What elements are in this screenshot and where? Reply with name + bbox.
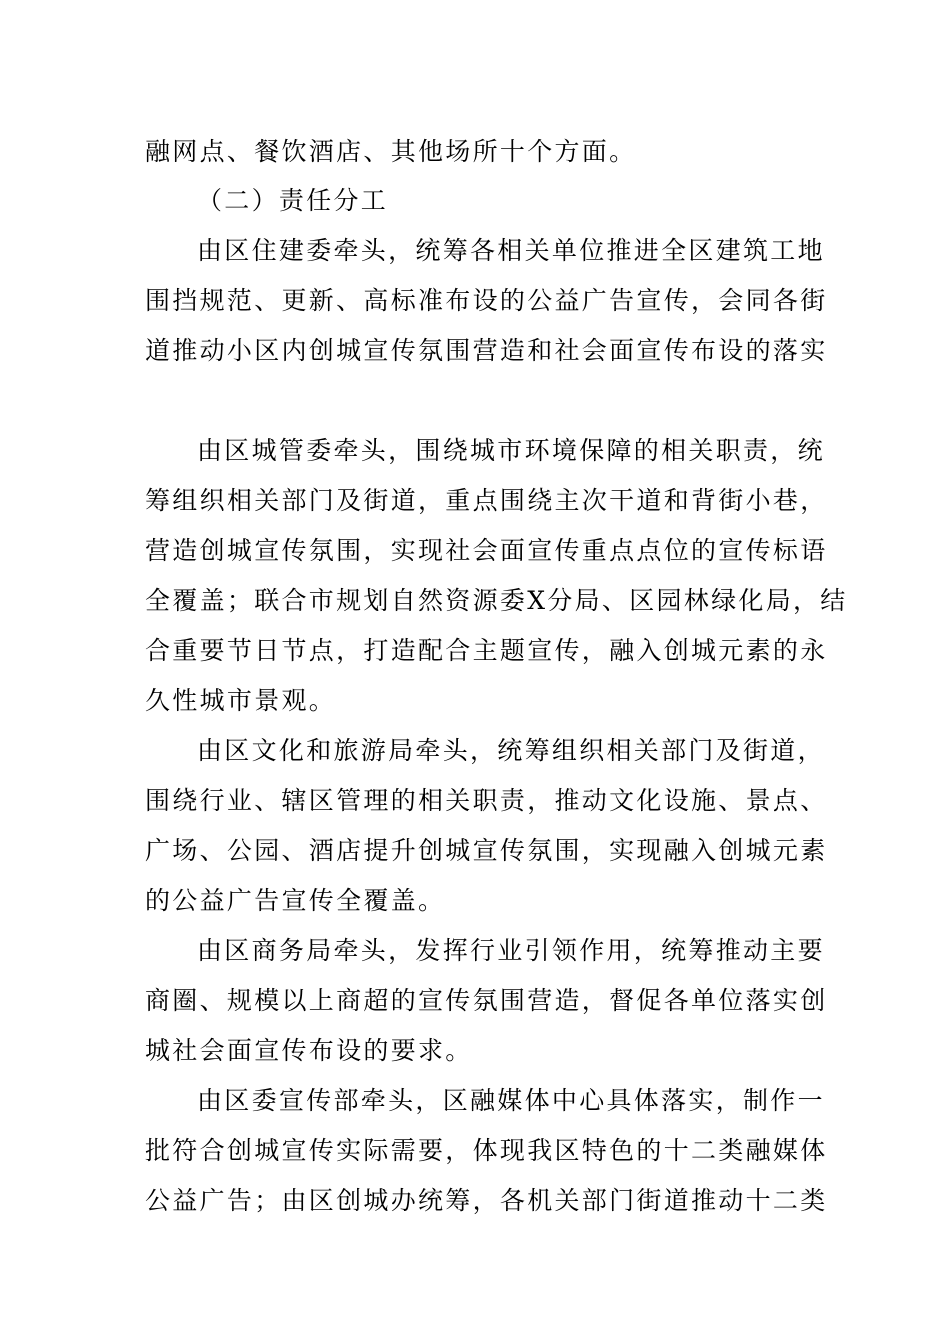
text-line: 融网点、餐饮酒店、其他场所十个方面。 (145, 137, 637, 166)
text-line: 筹组织相关部门及街道，重点围绕主次干道和背街小巷， (145, 486, 828, 515)
text-line: 批符合创城宣传实际需要，体现我区特色的十二类融媒体 (145, 1136, 828, 1165)
text-line: 合重要节日节点，打造配合主题宣传，融入创城元素的永 (145, 636, 828, 665)
text-line: 商圈、规模以上商超的宣传氛围营造，督促各单位落实创 (145, 986, 828, 1015)
text-line: 由区住建委牵头，统筹各相关单位推进全区建筑工地 (197, 236, 825, 265)
text-line: 围绕行业、辖区管理的相关职责，推动文化设施、景点、 (145, 786, 828, 815)
text-line: 广场、公园、酒店提升创城宣传氛围，实现融入创城元素 (145, 836, 828, 865)
text-line: 道推动小区内创城宣传氛围营造和社会面宣传布设的落实 (145, 336, 828, 365)
text-line: 由区文化和旅游局牵头，统筹组织相关部门及街道， (197, 736, 825, 765)
text-line: 全覆盖；联合市规划自然资源委X分局、区园林绿化局，结 (145, 586, 848, 615)
text-line: 的公益广告宣传全覆盖。 (145, 886, 446, 915)
text-line: 城社会面宣传布设的要求。 (145, 1036, 473, 1065)
text-line: 由区商务局牵头，发挥行业引领作用，统筹推动主要 (197, 936, 825, 965)
text-line: 由区委宣传部牵头，区融媒体中心具体落实，制作一 (197, 1086, 825, 1115)
text-line: 公益广告；由区创城办统筹，各机关部门街道推动十二类 (145, 1186, 828, 1215)
text-line: 营造创城宣传氛围，实现社会面宣传重点点位的宣传标语 (145, 536, 828, 565)
text-line: 围挡规范、更新、高标准布设的公益广告宣传，会同各街 (145, 286, 828, 315)
section-heading: （二）责任分工 (197, 186, 389, 215)
text-line: 由区城管委牵头，围绕城市环境保障的相关职责，统 (197, 436, 825, 465)
text-line: 久性城市景观。 (145, 686, 337, 715)
